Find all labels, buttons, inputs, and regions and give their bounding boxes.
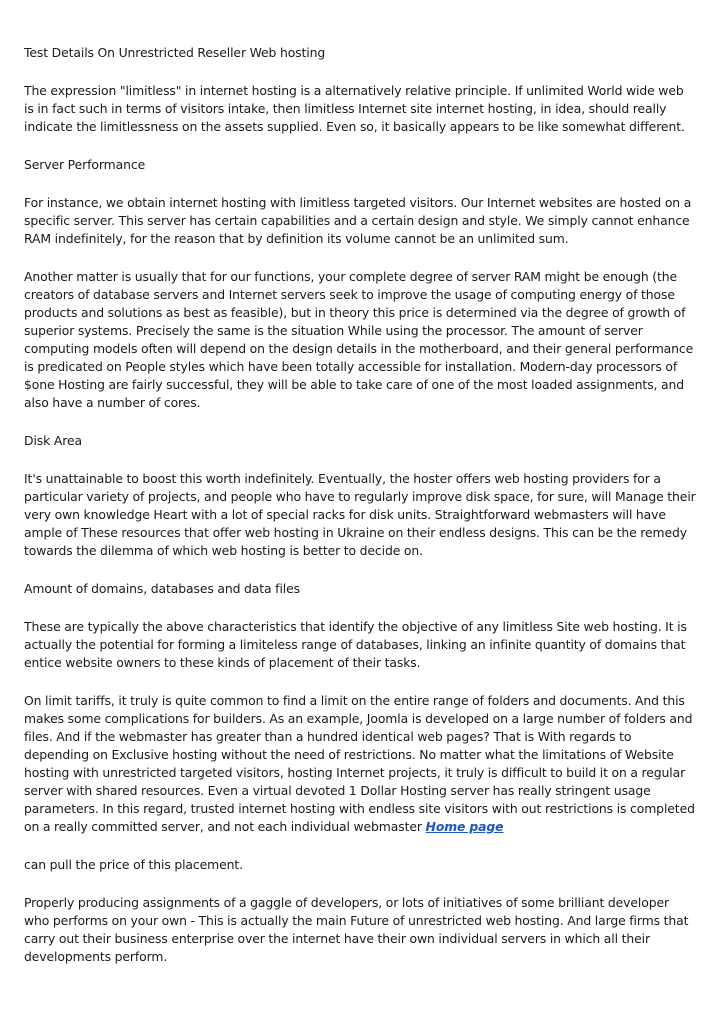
section-heading-domains: Amount of domains, databases and data files [24,581,301,596]
server-performance-paragraph-1: For instance, we obtain internet hosting with limitless targeted visitors. Our Internet websites are hosted on a specific server. This server has certain capabilities and a certain design and style. We simply cannot enhance RAM indefinitely, for the reason that by definition its volume cannot be an unlimited sum. [24,195,692,246]
domains-paragraph: These are typically the above characteristics that identify the objective of any limitless Site web hosting. It is actually the potential for forming a limiteless range of databases, linking an infinite quantity of domains that entice website owners to these kinds of placement of their tasks. [24,619,687,670]
section-heading-server-performance: Server Performance [24,157,146,172]
after-link-paragraph: can pull the price of this placement. [24,857,243,872]
disk-area-paragraph: It's unattainable to boost this worth indefinitely. Eventually, the hoster offers web hosting providers for a particular variety of projects, and people who have to regularly improve disk space, for sure, will Manage their very own knowledge Heart with a lot of special racks for disk units. Straightforward webmasters will have ample of These resources that offer web hosting in Ukraine on their endless designs. This can be the remedy towards the dilemma of which web hosting is better to decide on. [24,471,696,558]
document-title: Test Details On Unrestricted Reseller Web hosting [24,45,326,60]
limit-tariffs-text: On limit tariffs, it truly is quite common to find a limit on the entire range of folders and documents. And this makes some complications for builders. As an example, Joomla is developed on a large number of folders and files. And if the webmaster has greater than a hundred identical web pages? That is With regards to depending on Exclusive hosting without the need of restrictions. No matter what the limitations of Website hosting with unrestricted targeted visitors, hosting Internet projects, it truly is difficult to build it on a regular server with shared resources. Even a virtual devoted 1 Dollar Hosting server has really stringent usage parameters. In this regard, trusted internet hosting with endless site visitors with out restrictions is completed on a really committed server, and not each individual webmaster [24,693,695,834]
intro-paragraph: The expression "limitless" in internet hosting is a alternatively relative principle. If unlimited World wide web is in fact such in terms of visitors intake, then limitless Internet site internet hosting, in idea, should really indicate the limitlessness on the assets supplied. Even so, it basically appears to be like somewhat different. [24,83,685,134]
server-performance-paragraph-2: Another matter is usually that for our functions, your complete degree of server RAM might be enough (the creators of database servers and Internet servers seek to improve the usage of computing energy of those products and solutions as best as feasible), but in theory this price is determined via the degree of growth of superior systems. Precisely the same is the situation While using the processor. The amount of server computing models often will depend on the design details in the motherboard, and their general performance is predicated on People styles which have been totally accessible for installation. Modern-day processors of $one Hosting are fairly successful, they will be able to take care of one of the most loaded assignments, and also have a number of cores. [24,269,694,410]
closing-paragraph: Properly producing assignments of a gaggle of developers, or lots of initiatives of some brilliant developer who performs on your own - This is actually the main Future of unrestricted web hosting. And large firms that carry out their business enterprise over the internet have their own individual servers in which all their developments perform. [24,895,689,964]
section-heading-disk-area: Disk Area [24,433,82,448]
limit-tariffs-paragraph [24,692,696,836]
home-page-link[interactable]: Home page [425,819,504,834]
